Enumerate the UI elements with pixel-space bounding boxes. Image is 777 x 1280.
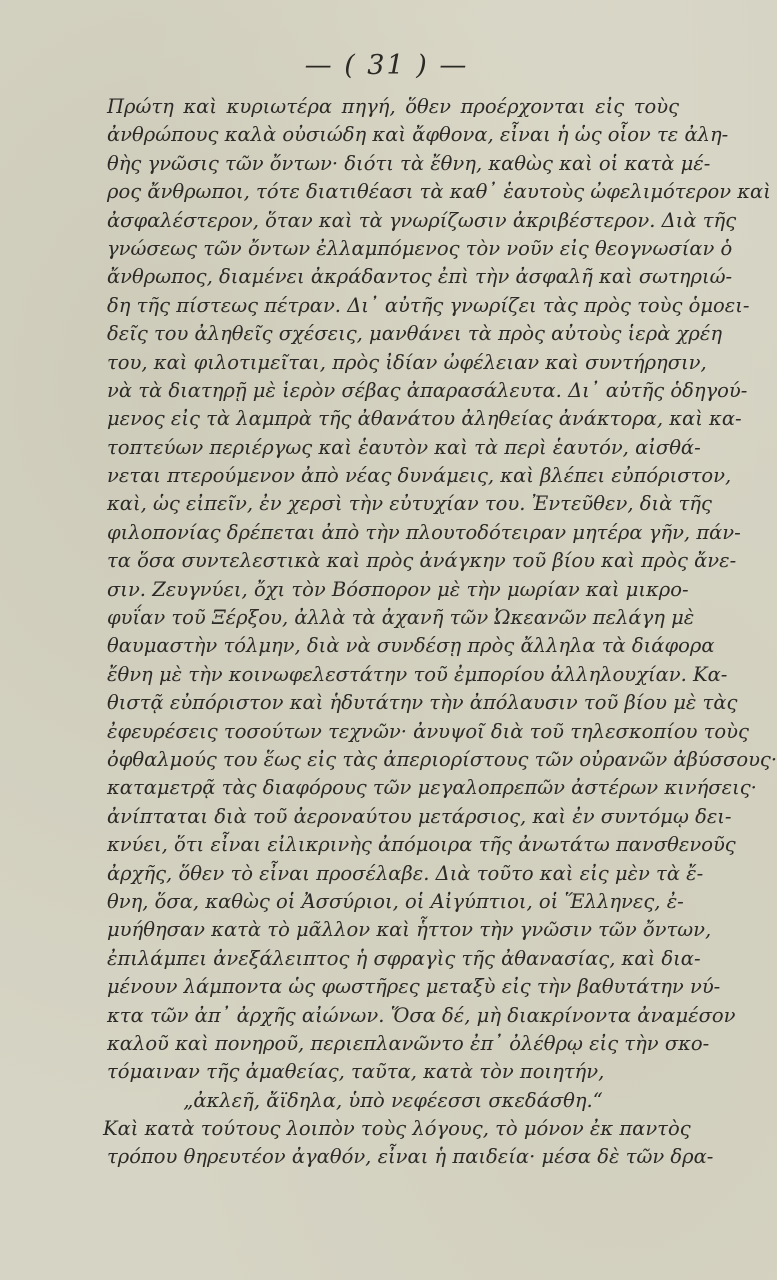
text-line: δη τῆς πίστεως πέτραν. Δι᾽ αὐτῆς γνωρίζει τὰς πρὸς τοὺς ὁμοει- <box>107 293 750 317</box>
text-line: μυήθησαν κατὰ τὸ μᾶλλον καὶ ἧττον τὴν γνῶσιν τῶν ὄντων, <box>107 918 712 942</box>
text-line: του, καὶ φιλοτιμεῖται, πρὸς ἰδίαν ὠφέλειαν καὶ συντήρησιν, <box>107 350 707 374</box>
text-line: τα ὅσα συντελεστικὰ καὶ πρὸς ἀνάγκην τοῦ βίου καὶ πρὸς ἄνε- <box>107 549 737 573</box>
text-line: καλοῦ καὶ πονηροῦ, περιεπλανῶντο ἐπ᾽ ὀλέθρῳ εἰς τὴν σκο- <box>107 1031 710 1055</box>
text-line: σιν. Ζευγνύει, ὄχι τὸν Βόσπορον μὲ τὴν μωρίαν καὶ μικρο- <box>107 577 689 601</box>
text-line: φιλοπονίας δρέπεται ἀπὸ τὴν πλουτοδότειραν μητέρα γῆν, πάν- <box>107 520 741 544</box>
text-line: ἀρχῆς, ὅθεν τὸ εἶναι προσέλαβε. Διὰ τοῦτο καὶ εἰς μὲν τὰ ἔ- <box>107 861 704 885</box>
text-line: ἀσφαλέστερον, ὅταν καὶ τὰ γνωρίζωσιν ἀκριβέστερον. Διὰ τῆς <box>107 208 737 232</box>
text-line: Πρώτη καὶ κυριωτέρα πηγή, ὅθεν προέρχονται εἰς τοὺς <box>107 95 679 118</box>
text-line: κνύει, ὅτι εἶναι εἰλικρινὴς ἀπόμοιρα τῆς ἀνωτάτω πανσθενοῦς <box>107 833 736 857</box>
text-line: Καὶ κατὰ τούτους λοιπὸν τοὺς λόγους, τὸ μόνον ἐκ παντὸς <box>103 1117 691 1141</box>
text-line: μένουν λάμποντα ὡς φωστῆρες μεταξὺ εἰς τὴν βαθυτάτην νύ- <box>107 975 721 999</box>
text-line: τρόπου θηρευτέον ἀγαθόν, εἶναι ἡ παιδεία· μέσα δὲ τῶν δρα- <box>107 1145 714 1169</box>
text-line: καταμετρᾷ τὰς διαφόρους τῶν μεγαλοπρεπῶν ἀστέρων κινήσεις· <box>107 776 757 800</box>
text-line: νεται πτερούμενον ἀπὸ νέας δυνάμεις, καὶ βλέπει εὐπόριστον, <box>107 464 732 488</box>
page-number-header: — ( 31 ) — <box>304 50 469 81</box>
text-line: θνη, ὅσα, καθὼς οἱ Ἀσσύριοι, οἱ Αἰγύπτιοι, οἱ Ἕλληνες, ἐ- <box>107 889 684 913</box>
text-line: ὀφθαλμούς του ἕως εἰς τὰς ἀπεριορίστους τῶν οὐρανῶν ἀβύσσους· <box>107 747 777 771</box>
text-line: ἐπιλάμπει ἀνεξάλειπτος ἡ σφραγὶς τῆς ἀθανασίας, καὶ δια- <box>107 946 701 970</box>
text-line: γνώσεως τῶν ὄντων ἐλλαμπόμενος τὸν νοῦν εἰς θεογνωσίαν ὁ <box>107 236 733 260</box>
text-line: ἀνθρώπους καλὰ οὐσιώδη καὶ ἄφθονα, εἶναι ἡ ὡς οἷον τε ἀλη- <box>107 123 729 147</box>
text-line: θαυμαστὴν τόλμην, διὰ νὰ συνδέσῃ πρὸς ἄλληλα τὰ διάφορα <box>107 634 715 658</box>
text-line: νὰ τὰ διατηρῇ μὲ ἱερὸν σέβας ἀπαρασάλευτα. Δι᾽ αὐτῆς ὁδηγού- <box>107 378 748 402</box>
text-line: ἔθνη μὲ τὴν κοινωφελεστάτην τοῦ ἐμπορίου ἀλληλουχίαν. Κα- <box>107 662 728 686</box>
text-line: φυΐαν τοῦ Ξέρξου, ἀλλὰ τὰ ἀχανῆ τῶν Ὠκεανῶν πελάγη μὲ <box>107 606 695 630</box>
text-line: τοπτεύων περιέργως καὶ ἑαυτὸν καὶ τὰ περὶ ἑαυτόν, αἰσθά- <box>107 435 701 459</box>
text-line: μενος εἰς τὰ λαμπρὰ τῆς ἀθανάτου ἀληθείας ἀνάκτορα, καὶ κα- <box>107 407 742 431</box>
text-line: τόμαιναν τῆς ἀμαθείας, ταῦτα, κατὰ τὸν ποιητήν, <box>107 1060 605 1084</box>
quoted-verse: „ἀκλεῆ, ἄϊδηλα, ὑπὸ νεφέεσσι σκεδάσθη.“ <box>183 1088 603 1112</box>
text-line: δεῖς του ἀληθεῖς σχέσεις, μανθάνει τὰ πρὸς αὐτοὺς ἱερὰ χρέη <box>107 322 723 346</box>
body-text <box>103 93 777 1172</box>
text-line: καὶ, ὡς εἰπεῖν, ἐν χερσὶ τὴν εὐτυχίαν του. Ἐντεῦθεν, διὰ τῆς <box>107 492 712 516</box>
text-line: κτα τῶν ἀπ᾽ ἀρχῆς αἰώνων. Ὅσα δέ, μὴ διακρίνοντα ἀναμέσον <box>107 1003 736 1027</box>
text-line: ρος ἄνθρωποι, τότε διατιθέασι τὰ καθ᾽ ἑαυτοὺς ὠφελιμότερον καὶ <box>107 180 771 204</box>
text-line: θιστᾷ εὐπόριστον καὶ ἡδυτάτην τὴν ἀπόλαυσιν τοῦ βίου μὲ τὰς <box>107 691 738 715</box>
text-line: θὴς γνῶσις τῶν ὄντων· διότι τὰ ἔθνη, καθὼς καὶ οἱ κατὰ μέ- <box>107 151 711 175</box>
text-line: ἀνίπταται διὰ τοῦ ἀεροναύτου μετάρσιος, καὶ ἐν συντόμῳ δει- <box>107 804 732 828</box>
text-line: ἄνθρωπος, διαμένει ἀκράδαντος ἐπὶ τὴν ἀσφαλῆ καὶ σωτηριώ- <box>107 265 733 289</box>
text-line: ἐφευρέσεις τοσούτων τεχνῶν· ἀνυψοῖ διὰ τοῦ τηλεσκοπίου τοὺς <box>107 719 749 743</box>
